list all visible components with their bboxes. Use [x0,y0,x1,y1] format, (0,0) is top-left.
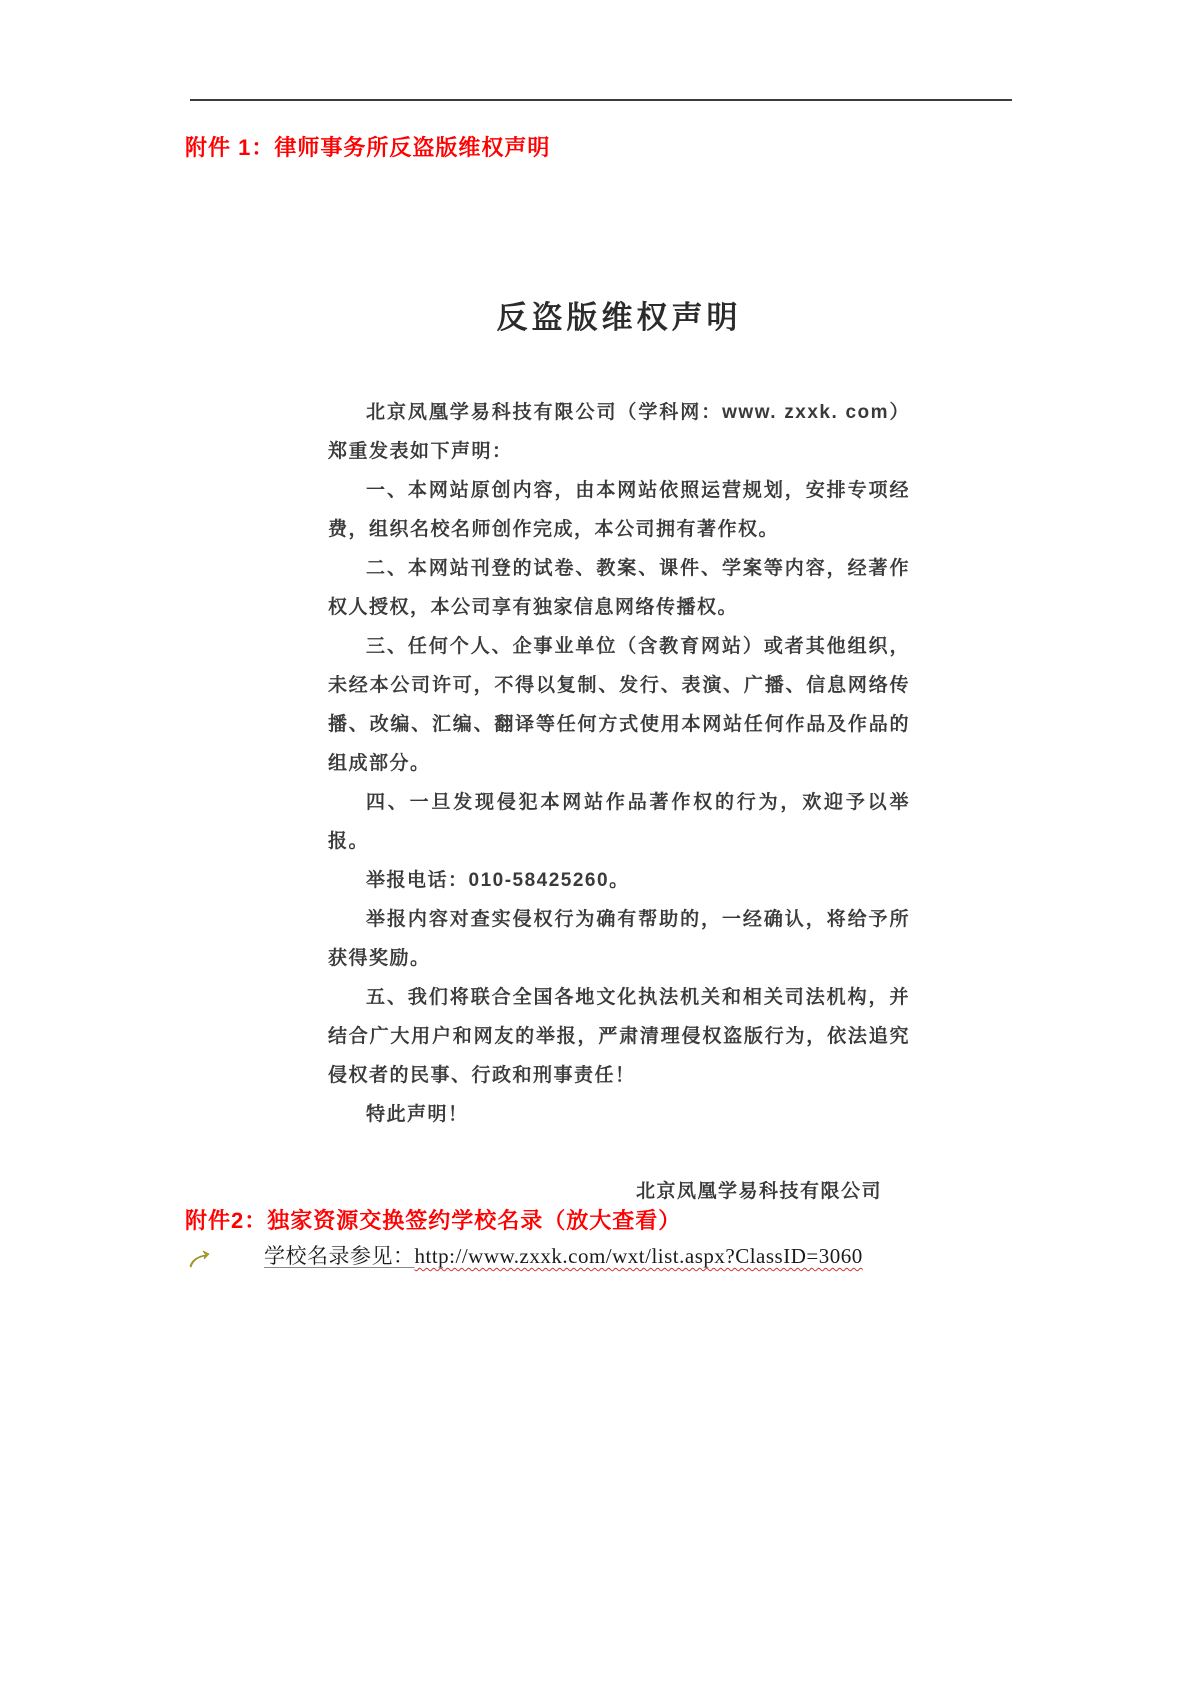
school-list-line [188,1240,863,1272]
statement-paragraph: 特此声明！ [366,1104,469,1125]
school-list-text [264,1240,863,1270]
statement-scan [328,292,910,1203]
statement-paragraph: 四、一旦发现侵犯本网站作品著作权的行为，欢迎予以举报。 [328,792,910,852]
statement-paragraph: 举报内容对查实侵权行为确有帮助的，一经确认，将给予所获得奖励。 [328,909,910,969]
school-list-url[interactable]: http://www.zxxk.com/wxt/list.aspx?ClassID=3060 [414,1244,863,1268]
statement-paragraph: 五、我们将联合全国各地文化执法机关和相关司法机构，并结合广大用户和网友的举报，严肃清理侵权盗版行为，依法追究侵权者的民事、行政和刑事责任！ [328,987,910,1086]
school-list-prefix: 学校名录参见： [264,1244,415,1268]
statement-paragraph: 北京凤凰学易科技有限公司（学科网：www. zxxk. com）郑重发表如下声明： [328,402,910,462]
statement-title: 反盗版维权声明 [496,300,742,335]
attachment2-heading: 附件2：独家资源交换签约学校名录（放大查看） [185,1208,682,1233]
statement-signature: 北京凤凰学易科技有限公司 [635,1181,882,1202]
horizontal-rule [190,99,1012,101]
yellow-arrow-icon [188,1246,210,1272]
statement-paragraph: 三、任何个人、企事业单位（含教育网站）或者其他组织，未经本公司许可，不得以复制、发行、表演、广播、信息网络传播、改编、汇编、翻译等任何方式使用本网站任何作品及作品的组成部分。 [328,636,910,774]
attachment1-heading: 附件 1：律师事务所反盗版维权声明 [185,135,551,160]
statement-paragraph: 一、本网站原创内容，由本网站依照运营规划，安排专项经费，组织名校名师创作完成，本公司拥有著作权。 [328,480,910,540]
statement-paragraph: 二、本网站刊登的试卷、教案、课件、学案等内容，经著作权人授权，本公司享有独家信息网络传播权。 [328,558,910,618]
statement-paragraph: 举报电话：010-58425260。 [366,870,630,891]
